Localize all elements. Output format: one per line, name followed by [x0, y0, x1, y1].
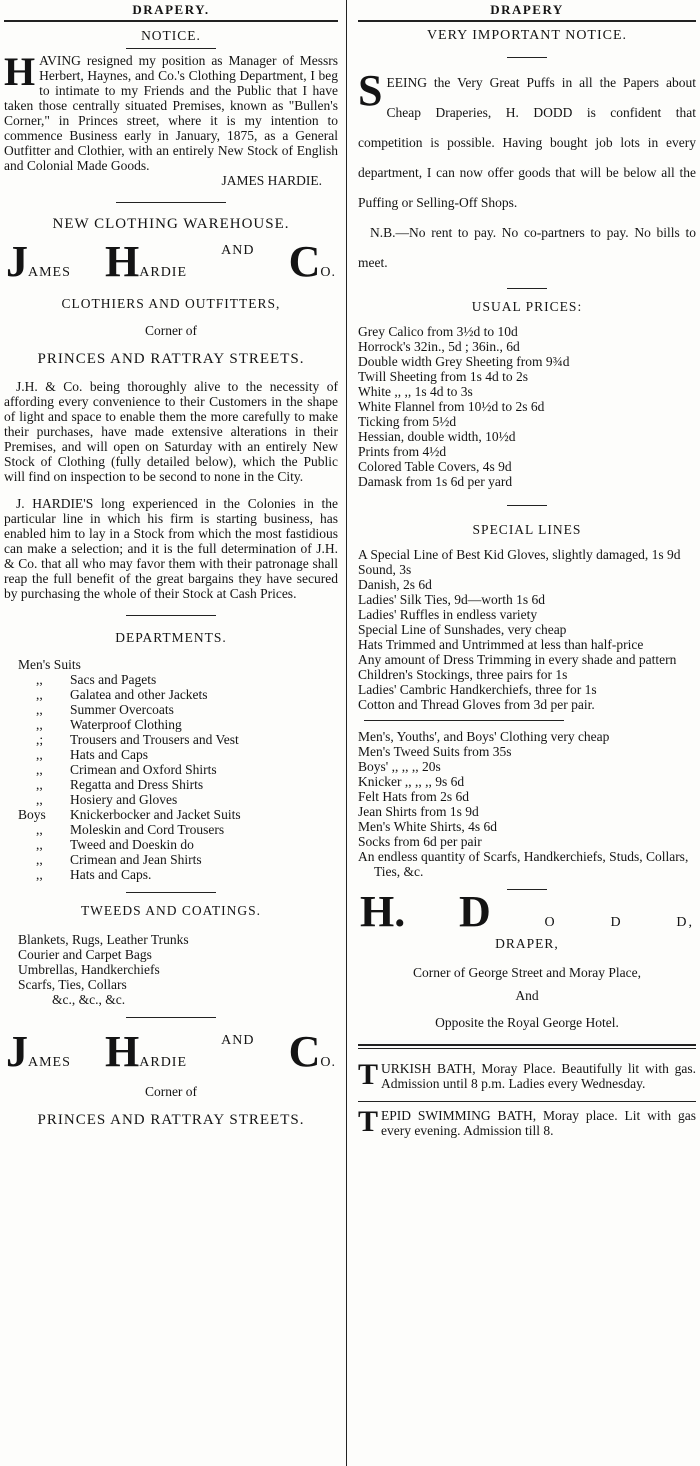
department-row	[18, 837, 338, 852]
department-item: Hosiery and Gloves	[70, 792, 178, 807]
department-row	[18, 852, 338, 867]
department-category: ,,	[36, 777, 43, 792]
clothing-item: An endless quantity of Scarfs, Handkerchiefs, Studs, Collars, Ties, &c.	[358, 849, 689, 879]
clothing-item: Men's Tweed Suits from 35s	[358, 744, 512, 759]
clothing-item: Knicker ,, ,, ,, 9s 6d	[358, 774, 465, 789]
clothing-item: Men's White Shirts, 4s 6d	[358, 819, 498, 834]
department-item: Trousers and Trousers and Vest	[70, 732, 239, 747]
department-row	[18, 747, 338, 762]
usual-prices-list	[358, 324, 698, 489]
warehouse-title: NEW CLOTHING WAREHOUSE.	[52, 216, 290, 232]
department-item: Regatta and Dress Shirts	[70, 777, 204, 792]
right-column	[354, 0, 700, 1148]
tepid-bath-text: EPID SWIMMING BATH, Moray place. Lit with gas every evening. Admission till 8.	[381, 1108, 696, 1138]
banner-james: JAMES	[6, 1027, 71, 1076]
special-line-item: Ladies' Ruffles in endless variety	[358, 607, 538, 622]
turkish-bath-ad	[358, 1058, 696, 1091]
header-rule	[358, 20, 696, 22]
notice-text: AVING resigned my position as Manager of Messrs Herbert, Haynes, and Co.'s Clothing Department, I beg to intimate to my Friends and the Public that I have taken those centrally situated Premises, known as "Bullen's Corner," in Princes street, where it is my intention to commence Business early in January, 1875, as a General Outfitter and Clothier, with an entirely New Stock of English and Colonial Made Goods.	[4, 53, 338, 173]
department-row	[18, 792, 338, 807]
banner-and: AND	[221, 1033, 255, 1048]
left-column	[0, 0, 342, 1128]
banner-co: CO.	[288, 1027, 336, 1076]
tweed-item: Courier and Carpet Bags	[18, 947, 152, 962]
important-notice-body	[358, 68, 696, 218]
department-category: ,,	[36, 867, 43, 882]
rule	[364, 720, 564, 721]
right-column-header: DRAPERY	[490, 2, 564, 17]
footer-streets: PRINCES AND RATTRAY STREETS.	[37, 1112, 305, 1128]
column-divider	[346, 0, 347, 1466]
footer-corner: Corner of	[144, 1084, 198, 1099]
usual-price-item: Ticking from 5½d	[358, 414, 457, 429]
notice-title: NOTICE.	[141, 28, 201, 43]
department-category: ,;	[36, 732, 44, 747]
special-line-item: Ladies' Cambric Handkerchiefs, three for 1s	[358, 682, 597, 697]
department-item: Moleskin and Cord Trousers	[70, 822, 225, 837]
department-row	[18, 762, 338, 777]
usual-price-item: White ,, ,, 1s 4d to 3s	[358, 384, 473, 399]
warehouse-para-1: J.H. & Co. being thoroughly alive to the necessity of affording every convenience to their Customers in the shape of light and space to enable them the more carefully to make their purchases, have made extensive alterations in their Premises, and will open on Saturday with an entirely New Stock of Clothing (fully detailed below), which the Public will find on inspection to be second to none in the City.	[4, 379, 338, 484]
header-rule	[4, 20, 338, 22]
drop-cap: T	[358, 1058, 379, 1091]
department-category: ,,	[36, 762, 43, 777]
rule	[126, 48, 216, 49]
department-item: Knickerbocker and Jacket Suits	[70, 807, 241, 822]
warehouse-para-2: J. HARDIE'S long experienced in the Colonies in the particular line in which his firm is starting business, has enabled him to lay in a Stock from which the most fastidious can make a selection; and it is the full determination of J.H. & Co. that all who may favor them with their patronage shall reap the full benefit of the great bargains they have secured by purchasing the whole of their Stock at Cash Prices.	[4, 496, 338, 601]
tweeds-title: TWEEDS AND COATINGS.	[80, 903, 262, 918]
drop-cap: H	[4, 49, 36, 94]
rule	[507, 288, 547, 289]
department-item: Summer Overcoats	[70, 702, 174, 717]
rule	[358, 1101, 696, 1102]
department-item: Crimean and Oxford Shirts	[70, 762, 217, 777]
hardie-footer-banner	[0, 1027, 342, 1076]
special-line-item: Children's Stockings, three pairs for 1s	[358, 667, 568, 682]
special-line-item: A Special Line of Best Kid Gloves, slightly damaged, 1s 9d	[358, 547, 681, 562]
dodd-initial-d: D	[459, 887, 491, 936]
department-row	[18, 867, 338, 882]
important-notice-title: VERY IMPORTANT NOTICE.	[426, 28, 628, 43]
usual-price-item: Prints from 4½d	[358, 444, 447, 459]
turkish-bath-text: URKISH BATH, Moray Place. Beautifully lit with gas. Admission until 8 p.m. Ladies every Wednesday.	[381, 1061, 696, 1091]
notice-signature: JAMES HARDIE.	[221, 173, 322, 188]
banner-hardie: HARDIE	[105, 1027, 188, 1076]
dodd-letter-d: D	[610, 915, 623, 930]
special-line-item: Special Line of Sunshades, very cheap	[358, 622, 567, 637]
special-lines-list	[354, 547, 700, 712]
dodd-opposite: Opposite the Royal George Hotel.	[435, 1015, 619, 1030]
dodd-banner	[354, 887, 700, 936]
usual-price-item: Double width Grey Sheeting from 9¾d	[358, 354, 570, 369]
clothing-item: Socks from 6d per pair	[358, 834, 482, 849]
department-category: ,,	[36, 822, 43, 837]
clothing-list	[354, 729, 700, 879]
rule	[507, 505, 547, 506]
department-category: ,,	[36, 837, 43, 852]
tweed-item: Blankets, Rugs, Leather Trunks	[18, 932, 189, 947]
departments-list	[18, 657, 338, 882]
double-rule	[358, 1044, 696, 1046]
drop-cap: S	[358, 66, 383, 115]
banner-james: JAMES	[6, 237, 71, 286]
usual-price-item: Horrock's 32in., 5d ; 36in., 6d	[358, 339, 520, 354]
special-lines-title: SPECIAL LINES	[472, 522, 582, 537]
dodd-address: Corner of George Street and Moray Place,	[412, 965, 642, 980]
rule	[507, 889, 547, 890]
usual-price-item: Grey Calico from 3½d to 10d	[358, 324, 518, 339]
dodd-trade: DRAPER,	[495, 936, 559, 951]
special-line-item: Ladies' Silk Ties, 9d—worth 1s 6d	[358, 592, 545, 607]
usual-price-item: Damask from 1s 6d per yard	[358, 474, 513, 489]
rule	[126, 892, 216, 893]
department-item: Hats and Caps.	[70, 867, 152, 882]
hardie-banner	[0, 237, 342, 286]
department-category: ,,	[36, 717, 43, 732]
clothing-item: Jean Shirts from 1s 9d	[358, 804, 479, 819]
dodd-letter-o: O	[544, 915, 557, 930]
department-category: ,,	[36, 747, 43, 762]
department-item: Hats and Caps	[70, 747, 148, 762]
double-rule-thin	[358, 1048, 696, 1049]
department-row	[18, 702, 338, 717]
banner-and: AND	[221, 243, 255, 258]
tweed-item: &c., &c., &c.	[52, 992, 126, 1007]
department-row	[18, 822, 338, 837]
important-notice-text: EEING the Very Great Puffs in all the Papers about Cheap Draperies, H. DODD is confident that competition is possible. Having bought job lots in every department, I can now offer goods that will be below all the Puffing or Selling-Off Shops.	[358, 75, 696, 210]
department-row	[18, 717, 338, 732]
usual-prices-title: USUAL PRICES:	[471, 299, 583, 314]
department-category: ,,	[36, 687, 43, 702]
department-item: Sacs and Pagets	[70, 672, 157, 687]
dodd-and: And	[515, 988, 539, 1003]
department-category: ,,	[36, 702, 43, 717]
left-column-header: DRAPERY.	[132, 2, 210, 17]
clothing-item: Felt Hats from 2s 6d	[358, 789, 469, 804]
department-row	[18, 687, 338, 702]
usual-price-item: Hessian, double width, 10½d	[358, 429, 516, 444]
special-line-item: Danish, 2s 6d	[358, 577, 432, 592]
banner-co: CO.	[288, 237, 336, 286]
warehouse-corner: Corner of	[144, 323, 198, 338]
nb-note: N.B.—No rent to pay. No co-partners to pay. No bills to meet.	[358, 225, 696, 270]
department-row	[18, 807, 338, 822]
usual-price-item: Twill Sheeting from 1s 4d to 2s	[358, 369, 529, 384]
tweed-item: Scarfs, Ties, Collars	[18, 977, 127, 992]
dodd-letter-d2: D,	[676, 915, 694, 930]
department-category: Men's Suits	[18, 657, 81, 672]
rule	[126, 615, 216, 616]
rule	[126, 1017, 216, 1018]
department-item: Crimean and Jean Shirts	[70, 852, 202, 867]
department-category: ,,	[36, 672, 43, 687]
clothing-item: Men's, Youths', and Boys' Clothing very cheap	[358, 729, 610, 744]
department-row	[18, 672, 338, 687]
dodd-initial-h: H.	[360, 887, 406, 936]
tweeds-list	[18, 932, 338, 1007]
department-row	[18, 777, 338, 792]
rule	[507, 57, 547, 58]
special-line-item: Any amount of Dress Trimming in every shade and pattern	[358, 652, 677, 667]
department-item: Galatea and other Jackets	[70, 687, 208, 702]
department-category: ,,	[36, 792, 43, 807]
department-item: Tweed and Doeskin do	[70, 837, 194, 852]
special-line-item: Sound, 3s	[358, 562, 412, 577]
usual-price-item: Colored Table Covers, 4s 9d	[358, 459, 512, 474]
departments-title: DEPARTMENTS.	[115, 630, 227, 645]
special-line-item: Hats Trimmed and Untrimmed at less than half-price	[358, 637, 644, 652]
clothing-item: Boys' ,, ,, ,, 20s	[358, 759, 441, 774]
tepid-bath-ad	[358, 1105, 696, 1138]
banner-hardie: HARDIE	[105, 237, 188, 286]
warehouse-subtitle: CLOTHIERS AND OUTFITTERS,	[61, 296, 281, 311]
drop-cap: T	[358, 1105, 379, 1138]
warehouse-streets: PRINCES AND RATTRAY STREETS.	[37, 351, 305, 367]
department-category: Boys	[18, 807, 46, 822]
special-line-item: Cotton and Thread Gloves from 3d per pair.	[358, 697, 595, 712]
department-category: ,,	[36, 852, 43, 867]
usual-price-item: White Flannel from 10½d to 2s 6d	[358, 399, 545, 414]
notice-body	[4, 49, 338, 173]
department-row	[18, 732, 338, 747]
rule	[116, 202, 226, 203]
department-item: Waterproof Clothing	[70, 717, 182, 732]
tweed-item: Umbrellas, Handkerchiefs	[18, 962, 160, 977]
department-row	[18, 657, 338, 672]
